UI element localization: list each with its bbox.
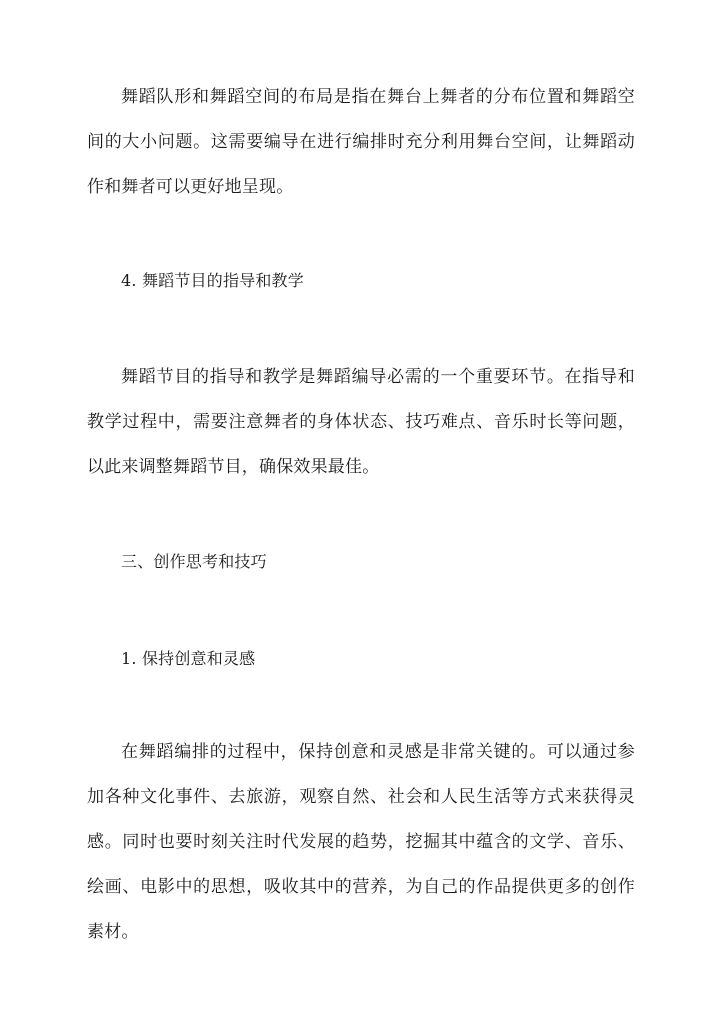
heading-guidance-and-teaching: 4. 舞蹈节目的指导和教学 xyxy=(121,271,304,290)
paragraph-keep-creativity-inspiration: 在舞蹈编排的过程中，保持创意和灵感是非常关键的。可以通过参加各种文化事件、去旅游，观察自然、社会和人民生活等方式来获得灵感。同时也要时刻关注时代发展的趋势，挖掘其中蕴含的文学、音乐、绘画、电影中的思想，吸收其中的营养，为自己的作品提供更多的创作素材。 xyxy=(87,742,635,942)
heading-keep-creativity-inspiration: 1. 保持创意和灵感 xyxy=(121,649,256,668)
paragraph-guidance-and-teaching: 舞蹈节目的指导和教学是舞蹈编导必需的一个重要环节。在指导和教学过程中，需要注意舞者的身体状态、技巧难点、音乐时长等问题，以此来调整舞蹈节目，确保效果最佳。 xyxy=(87,367,635,477)
paragraph-dance-formation-layout: 舞蹈队形和舞蹈空间的布局是指在舞台上舞者的分布位置和舞蹈空间的大小问题。这需要编导在进行编排时充分利用舞台空间，让舞蹈动作和舞者可以更好地呈现。 xyxy=(87,87,635,197)
section-heading-creative-thinking: 三、创作思考和技巧 xyxy=(121,552,267,571)
